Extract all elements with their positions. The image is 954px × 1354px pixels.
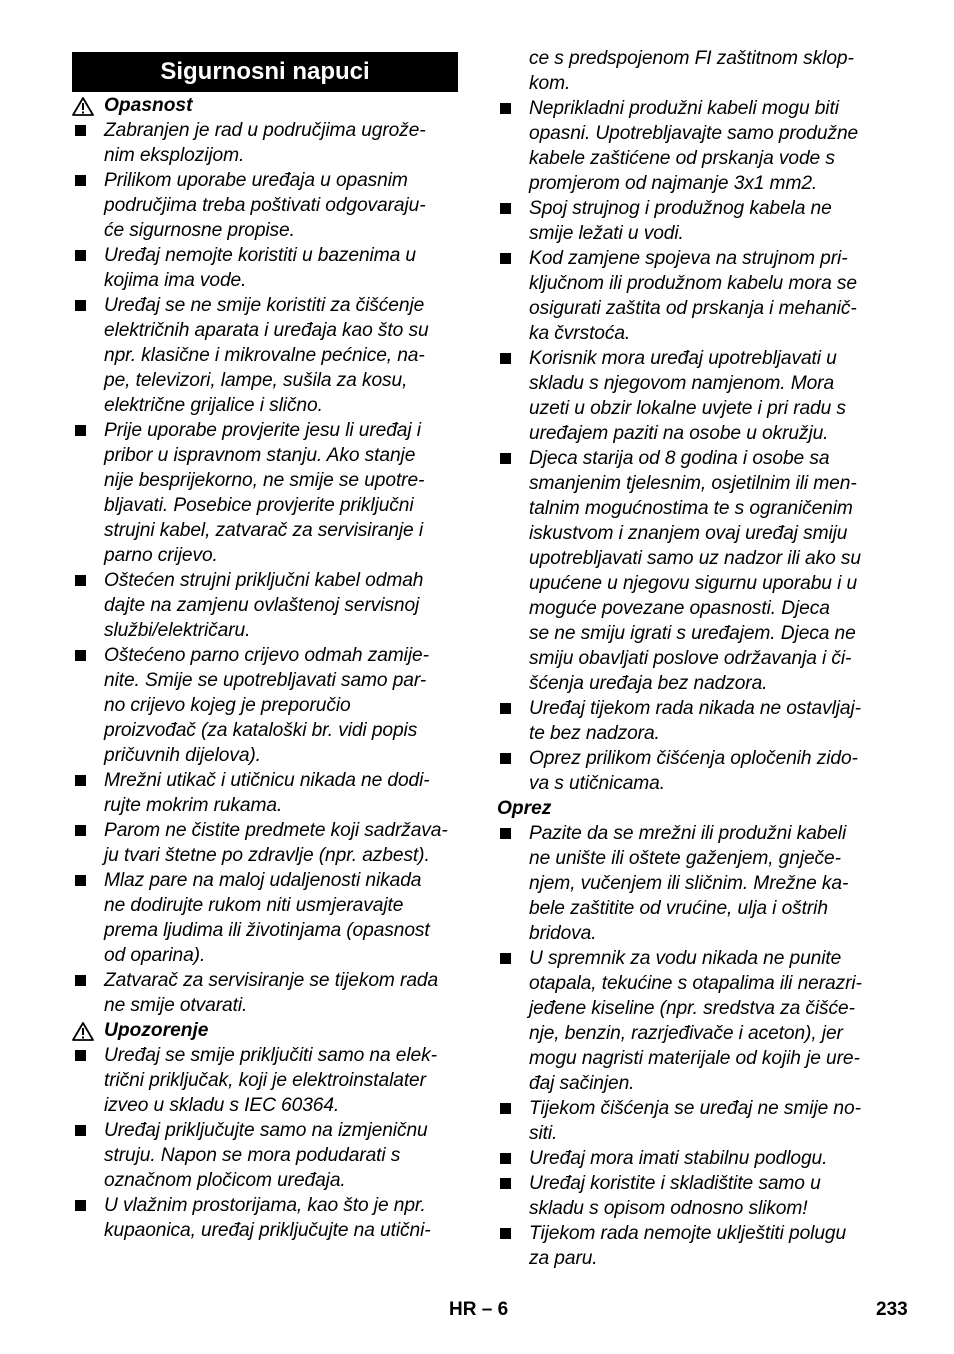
list-item [72,1118,458,1193]
list-item-line: smiju obavljati poslove održavanja i či- [529,648,852,669]
danger-list [72,118,458,1018]
list-item-line: smanjenim tjelesnim, osjetilnim ili men- [529,473,857,494]
list-item-line: označnom pločicom uređaja. [104,1170,346,1191]
list-item [497,946,887,1096]
list-item-line: bele zaštitite od vrućine, ulja i oštrih [529,898,828,919]
list-item-line: talnim mogućnostima te s ograničenim [529,498,853,519]
list-item-line: iskustvom i znanjem ovaj uređaj smiju [529,523,848,544]
list-item-line: Djeca starija od 8 godina i osobe sa [529,448,830,469]
square-bullet-icon [500,453,511,464]
square-bullet-icon [500,353,511,364]
list-item-line: pričuvnih dijelova). [104,745,261,766]
list-item-line: upotrebljavati samo uz nadzor ili ako su [529,548,861,569]
list-item-line: siti. [529,1123,558,1144]
list-item [497,96,887,196]
list-item-line: kojima ima vode. [104,270,247,291]
list-item [497,1171,887,1221]
list-item-line: prema ljudima ili životinjama (opasnost [104,920,430,941]
list-item [497,696,887,746]
list-item [72,1193,458,1243]
list-item [72,1043,458,1118]
list-item-line: rujte mokrim rukama. [104,795,283,816]
square-bullet-icon [500,1103,511,1114]
list-item-line: skladu s njegovom namjenom. Mora [529,373,835,394]
square-bullet-icon [500,1178,511,1189]
list-item-line: ne unište ili oštete gaženjem, gnječe- [529,848,841,869]
warning-heading-text: Upozorenje [104,1020,209,1041]
list-item-line: pribor u ispravnom stanju. Ako stanje [104,445,416,466]
list-item-line: npr. klasične i mikrovalne pećnice, na- [104,345,425,366]
list-item-line: opasni. Upotrebljavajte samo produžne [529,123,859,144]
list-item-line: Tijekom rada nemojte uklještiti polugu [529,1223,847,1244]
section-title: Sigurnosni napuci [72,52,458,92]
square-bullet-icon [75,1050,86,1061]
list-item-line: Oštećen strujni priključni kabel odmah [104,570,424,591]
list-item-line: ne dodirujte rukom niti usmjeravajte [104,895,404,916]
list-item-line: Uređaj se smije priključiti samo na elek- [104,1045,437,1066]
list-item-line: ne smije otvarati. [104,995,248,1016]
square-bullet-icon [75,650,86,661]
square-bullet-icon [75,975,86,986]
square-bullet-icon [500,253,511,264]
square-bullet-icon [75,125,86,136]
list-item-line: kabele zaštićene od prskanja vode s [529,148,835,169]
warning-triangle-icon [72,97,94,116]
list-item-line: smije ležati u vodi. [529,223,684,244]
square-bullet-icon [75,175,86,186]
list-item-line: va s utičnicama. [529,773,665,794]
list-item-line: pe, televizori, lampe, sušila za kosu, [104,370,408,391]
caution-list [497,821,887,1271]
list-item-line: Uređaj mora imati stabilnu podlogu. [529,1148,828,1169]
list-item-line: dajte na zamjenu ovlaštenoj servisnoj [104,595,420,616]
list-item-line: šćenja uređaja bez nadzora. [529,673,768,694]
left-column [72,46,458,1243]
square-bullet-icon [75,1200,86,1211]
list-item [72,968,458,1018]
list-item [497,1146,887,1171]
list-item-line: Tijekom čišćenja se uređaj ne smije no- [529,1098,861,1119]
square-bullet-icon [500,203,511,214]
list-item-line: moguće povezane opasnosti. Djeca [529,598,830,619]
list-item-line: ka čvrstoća. [529,323,631,344]
list-item-line: đaj sačinjen. [529,1073,635,1094]
list-item-line: strujni kabel, zatvarač za servisiranje i [104,520,424,541]
list-item-line: uzeti u obzir lokalne uvjete i pri radu s [529,398,846,419]
list-item-line: uređajem paziti na osobe u okružju. [529,423,829,444]
list-item-line: Prije uporabe provjerite jesu li uređaj i [104,420,421,441]
list-item [497,446,887,696]
list-item [72,118,458,168]
list-item [72,243,458,293]
list-item-line: njem, vučenjem ili sličnim. Mrežne ka- [529,873,849,894]
continuation-line: kom. [529,73,571,94]
list-item-line: Uređaj priključujte samo na izmjeničnu [104,1120,428,1141]
list-item-line: Zatvarač za servisiranje se tijekom rada [104,970,439,991]
list-item-line: otapala, tekućine s otapalima ili nerazri- [529,973,862,994]
list-item-line: Mlaz pare na maloj udaljenosti nikada [104,870,422,891]
square-bullet-icon [75,825,86,836]
list-item-line: Uređaj se ne smije koristiti za čišćenje [104,295,425,316]
list-item-line: struju. Napon se mora podudarati s [104,1145,401,1166]
square-bullet-icon [75,875,86,886]
list-item-line: će sigurnosne propise. [104,220,295,241]
list-item-line: parno crijevo. [104,545,218,566]
square-bullet-icon [500,103,511,114]
list-item-line: te bez nadzora. [529,723,660,744]
list-item-line: nije besprijekorno, ne smije se upotre- [104,470,425,491]
list-item-line: kupaonica, uređaj priključujte na utični- [104,1220,431,1241]
list-item-line: trični priključak, koji je elektroinstalater [104,1070,426,1091]
warning-triangle-icon [72,1022,94,1041]
list-item-line: Uređaj koristite i skladištite samo u [529,1173,821,1194]
list-item-line: upućene u njegovu sigurnu uporabu i u [529,573,858,594]
list-item-line: od oparina). [104,945,206,966]
list-item-line: Zabranjen je rad u područjima ugrože- [104,120,426,141]
list-item-line: nje, benzin, razrjeđivače i aceton), jer [529,1023,843,1044]
list-item [72,568,458,643]
square-bullet-icon [75,300,86,311]
list-item-line: nite. Smije se upotrebljavati samo par- [104,670,427,691]
warning-list-continued [497,96,887,796]
list-item [497,1221,887,1271]
square-bullet-icon [75,250,86,261]
square-bullet-icon [500,828,511,839]
list-item-line: bridova. [529,923,597,944]
list-item [72,643,458,768]
square-bullet-icon [75,1125,86,1136]
warning-list [72,1043,458,1243]
list-item-line: skladu s opisom odnosno slikom! [529,1198,808,1219]
square-bullet-icon [500,953,511,964]
list-item-line: se ne smiju igrati s uređajem. Djeca ne [529,623,856,644]
list-item [497,821,887,946]
list-item-line: U spremnik za vodu nikada ne punite [529,948,842,969]
list-item-line: osigurati zaštita od prskanja i mehanič- [529,298,857,319]
list-item-line: za paru. [529,1248,598,1269]
warning-heading [72,1018,458,1043]
list-item-line: Parom ne čistite predmete koji sadržava- [104,820,448,841]
list-item [72,293,458,418]
list-item-line: službi/električaru. [104,620,251,641]
list-item-line: ju tvari štetne po zdravlje (npr. azbest). [104,845,430,866]
list-item-line: Uređaj tijekom rada nikada ne ostavljaj- [529,698,861,719]
list-item-line: Pazite da se mrežni ili produžni kabeli [529,823,847,844]
danger-heading-text: Opasnost [104,95,193,116]
list-item-line: Oštećeno parno crijevo odmah zamije- [104,645,429,666]
list-item-line: proizvođač (za kataloški br. vidi popis [104,720,418,741]
list-item-line: Neprikladni produžni kabeli mogu biti [529,98,839,119]
footer-section-code: HR – 6 [449,1299,509,1320]
list-item-line: ključnom ili produžnom kabelu mora se [529,273,857,294]
list-item [497,246,887,346]
list-item [72,868,458,968]
square-bullet-icon [500,1153,511,1164]
list-item-line: Oprez prilikom čišćenja opločenih zido- [529,748,858,769]
square-bullet-icon [500,1228,511,1239]
list-item [72,418,458,568]
caution-heading: Oprez [497,798,552,819]
list-item [72,818,458,868]
list-item-line: Uređaj nemojte koristiti u bazenima u [104,245,416,266]
danger-heading [72,93,458,118]
list-item-line: nim eksplozijom. [104,145,245,166]
list-item-line: Kod zamjene spojeva na strujnom pri- [529,248,848,269]
list-item-line: Spoj strujnog i produžnog kabela ne [529,198,832,219]
list-item-line: izveo u skladu s IEC 60364. [104,1095,340,1116]
list-item-line: električnih aparata i uređaja kao što su [104,320,429,341]
list-item-line: U vlažnim prostorijama, kao što je npr. [104,1195,426,1216]
page-number: 233 [876,1299,908,1320]
list-item-line: Prilikom uporabe uređaja u opasnim [104,170,408,191]
square-bullet-icon [75,425,86,436]
list-item-line: no crijevo kojeg je preporučio [104,695,351,716]
list-item-line: jeđene kiseline (npr. sredstva za čišće- [529,998,855,1019]
square-bullet-icon [500,753,511,764]
list-item-line: Korisnik mora uređaj upotrebljavati u [529,348,837,369]
list-item [72,768,458,818]
continuation-text [497,46,887,96]
list-item-line: mogu nagristi materijale od kojih je ure- [529,1048,860,1069]
list-item-line: područjima treba poštivati odgovaraju- [104,195,426,216]
square-bullet-icon [500,703,511,714]
list-item-line: bljavati. Posebice provjerite priključni [104,495,414,516]
list-item-line: Mrežni utikač i utičnicu nikada ne dodi- [104,770,430,791]
square-bullet-icon [75,775,86,786]
list-item [72,168,458,243]
continuation-line: ce s predspojenom FI zaštitnom sklop- [529,48,854,69]
right-column [497,46,887,1271]
square-bullet-icon [75,575,86,586]
list-item [497,196,887,246]
list-item [497,746,887,796]
list-item-line: promjerom od najmanje 3x1 mm2. [529,173,818,194]
list-item [497,346,887,446]
list-item-line: električne grijalice i slično. [104,395,323,416]
list-item [497,1096,887,1146]
